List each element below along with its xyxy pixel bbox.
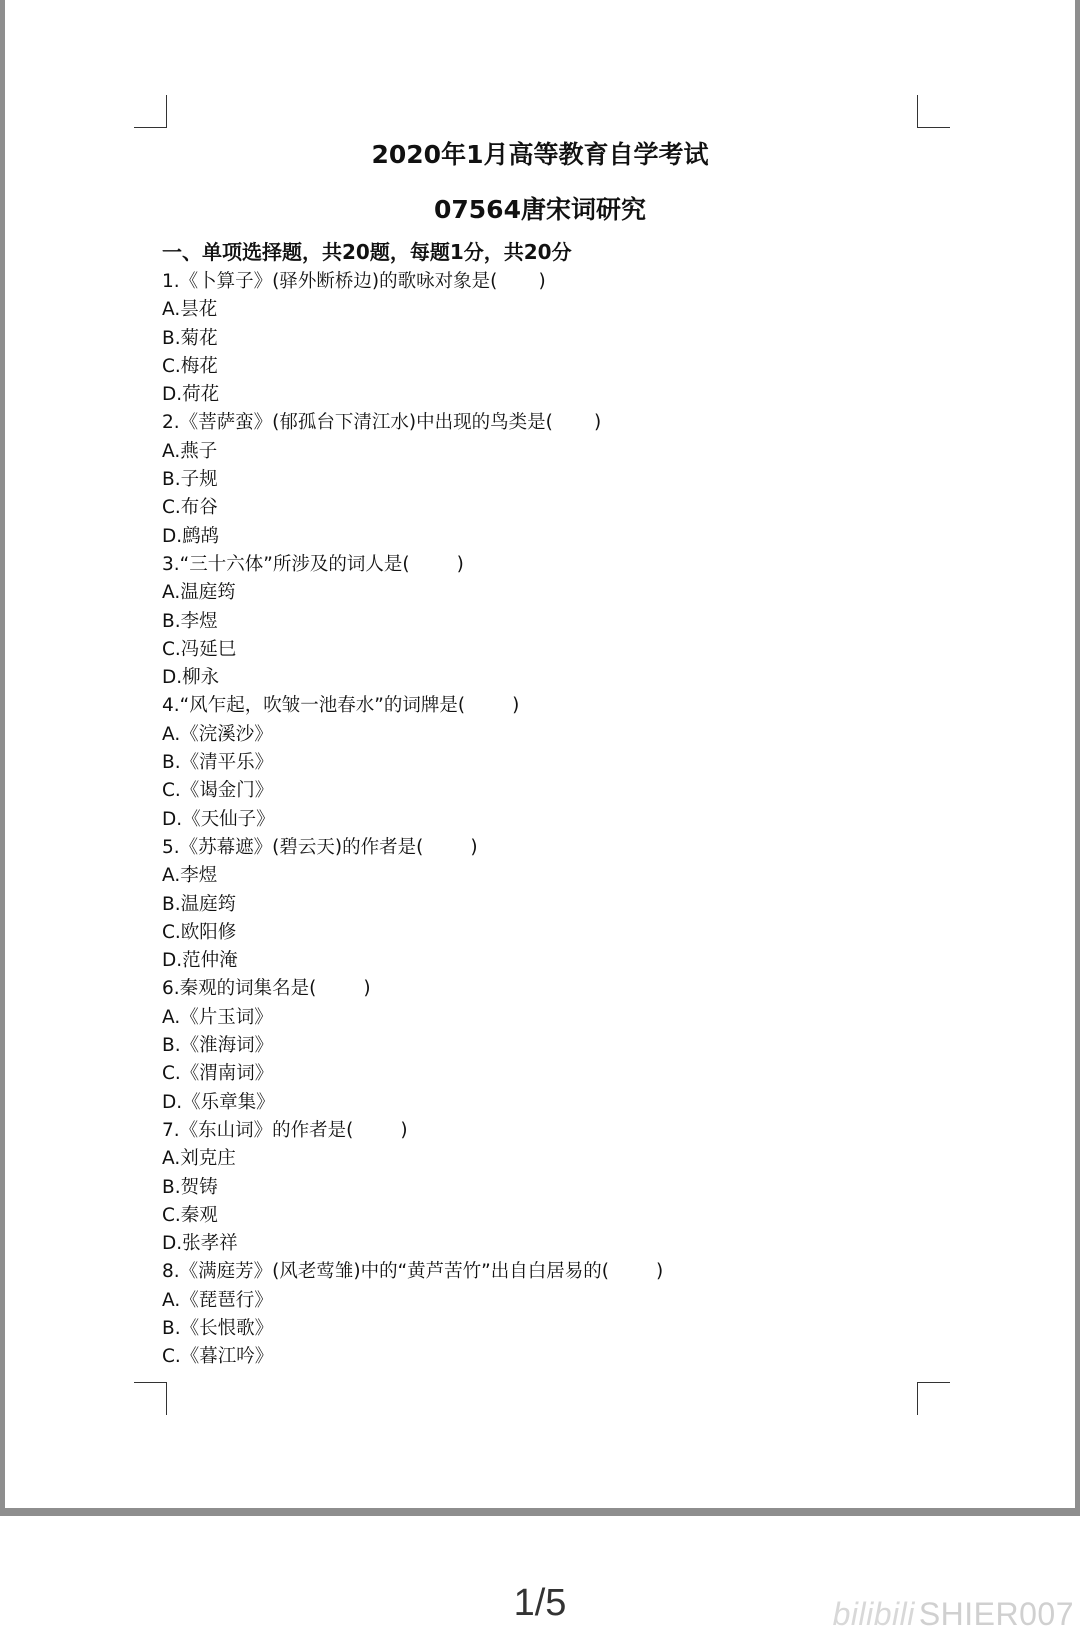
option-line: B.温庭筠 [162,893,237,915]
option-line: D.张孝祥 [162,1233,238,1255]
option-line: C.《渭南词》 [162,1063,274,1085]
option-line: D.柳永 [162,667,220,689]
option-line: B.《淮海词》 [162,1035,274,1057]
option-line: D.《乐章集》 [162,1091,275,1113]
question-line: 3.“三十六体”所涉及的词人是( ) [162,553,464,575]
option-line: A.刘克庄 [162,1148,236,1170]
option-line: B.菊花 [162,327,218,349]
page-indicator: 1/5 [513,1582,567,1624]
section-heading: 一、单项选择题，共20题，每题1分，共20分 [162,240,572,264]
option-line: D.范仲淹 [162,950,238,972]
option-line: D.荷花 [162,384,220,406]
option-line: A.《浣溪沙》 [162,723,273,745]
option-line: D.鹧鸪 [162,525,220,547]
option-line: B.子规 [162,469,218,491]
question-line: 5.《苏幕遮》(碧云天)的作者是( ) [162,836,478,858]
crop-mark-top-left [134,95,167,128]
option-line: B.李煜 [162,610,218,632]
option-line: C.布谷 [162,497,218,519]
option-line: B.《清平乐》 [162,752,274,774]
question-line: 2.《菩萨蛮》(郁孤台下清江水)中出现的鸟类是( ) [162,412,602,434]
bilibili-logo: bilibili [832,1596,915,1632]
crop-mark-bottom-left [134,1382,167,1415]
option-line: A.《琵琶行》 [162,1289,273,1311]
question-line: 6.秦观的词集名是( ) [162,978,371,1000]
watermark [833,1596,1074,1633]
option-line: C.梅花 [162,355,218,377]
option-line: A.昙花 [162,299,218,321]
option-line: C.《谒金门》 [162,780,274,802]
option-line: D.《天仙子》 [162,808,275,830]
watermark-username: SHIER007 [918,1596,1074,1632]
option-line: A.燕子 [162,440,218,462]
option-line: B.《长恨歌》 [162,1317,274,1339]
option-line: C.秦观 [162,1204,218,1226]
option-line: A.温庭筠 [162,582,236,604]
crop-mark-bottom-right [917,1382,950,1415]
crop-mark-top-right [917,95,950,128]
option-line: A.《片玉词》 [162,1006,273,1028]
question-content [162,238,902,1372]
exam-title: 2020年1月高等教育自学考试 [371,140,709,169]
option-line: B.贺铸 [162,1176,218,1198]
option-line: C.冯延巳 [162,638,237,660]
question-line: 1.《卜算子》(驿外断桥边)的歌咏对象是( ) [162,271,546,292]
question-line: 8.《满庭芳》(风老莺雏)中的“黄芦苦竹”出自白居易的( ) [162,1261,664,1283]
option-line: A.李煜 [162,865,218,887]
option-line: C.《暮江吟》 [162,1346,274,1368]
option-line: C.欧阳修 [162,921,237,943]
course-title: 07564唐宋词研究 [434,195,646,224]
question-line: 7.《东山词》的作者是( ) [162,1119,408,1141]
question-line: 4.“风乍起，吹皱一池春水”的词牌是( ) [162,695,520,717]
